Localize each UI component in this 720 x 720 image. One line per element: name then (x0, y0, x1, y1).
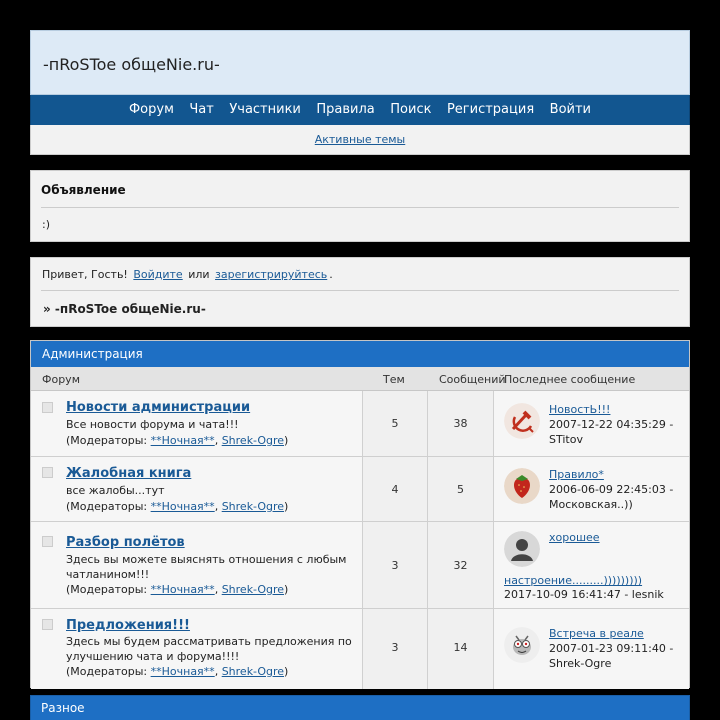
nav-chat[interactable]: Чат (189, 102, 214, 117)
breadcrumb: » -пRoSToe общеNie.ru- (43, 302, 206, 316)
topic-count: 3 (391, 641, 399, 654)
col-forum: Форум (42, 373, 80, 386)
forum-name-link[interactable]: Разбор полётов (66, 535, 185, 550)
topic-count: 3 (391, 559, 399, 572)
category-title[interactable]: Разное (41, 701, 85, 715)
forum-moderators: (Модераторы: **Ночная**, Shrek-Ogre) (66, 500, 289, 513)
moderator-link[interactable]: Shrek-Ogre (221, 665, 285, 678)
mods-label: (Модераторы: (66, 583, 148, 596)
sub-navbar (30, 125, 690, 155)
col-topics: Тем (383, 373, 405, 386)
forum-description: Все новости форума и чата!!! (66, 418, 239, 431)
last-post-link-cont[interactable]: настроение.........))))))))) (504, 574, 643, 587)
col-posts: Сообщений (439, 373, 506, 386)
forum-moderators: (Модераторы: **Ночная**, Shrek-Ogre) (66, 665, 289, 678)
post-count: 5 (457, 483, 464, 496)
divider (41, 290, 679, 291)
last-post-link[interactable]: Правило* (549, 468, 604, 481)
site-title[interactable]: -пRoSToe общеNie.ru- (43, 55, 220, 74)
topic-count: 4 (391, 483, 399, 496)
forum-status-icon (42, 619, 53, 630)
table-row (31, 522, 689, 609)
last-post-link[interactable]: НовостЬ!!! (549, 403, 611, 416)
moderator-link[interactable]: **Ночная** (150, 583, 215, 596)
forum-name-link[interactable]: Предложения!!! (66, 618, 190, 633)
announcement-body: :) (42, 218, 50, 231)
moderator-link[interactable]: **Ночная** (150, 500, 215, 513)
col-last-post: Последнее сообщение (504, 373, 636, 386)
forum-name-link[interactable]: Новости администрации (66, 400, 251, 415)
nav-members[interactable]: Участники (229, 102, 301, 117)
mods-close: ) (284, 665, 289, 678)
table-row (31, 457, 689, 522)
robot-bug-icon (504, 627, 540, 663)
mods-label: (Модераторы: (66, 665, 148, 678)
topic-count: 5 (391, 417, 399, 430)
mods-close: ) (284, 500, 289, 513)
forum-status-icon (42, 536, 53, 547)
register-link[interactable]: зарегистрируйтесь (215, 268, 328, 281)
greeting-text: Привет, Гость! (42, 268, 128, 281)
forum-description: Здесь вы можете выяснять отношения с любым чатланином!!! (66, 553, 347, 581)
last-post-meta: 2017-10-09 16:41:47 - lesnik (504, 588, 664, 601)
nav-rules[interactable]: Правила (316, 102, 375, 117)
or-text: или (188, 268, 210, 281)
post-count: 32 (453, 559, 468, 572)
forum-moderators: (Модераторы: **Ночная**, Shrek-Ogre) (66, 583, 289, 596)
greeting-line (42, 268, 333, 281)
last-post-meta: 2007-12-22 04:35:29 - STitov (549, 418, 674, 446)
mods-label: (Модераторы: (66, 500, 148, 513)
forum-category-administration (30, 340, 690, 688)
announcement-box (30, 170, 690, 242)
divider (41, 207, 679, 208)
login-link[interactable]: Войдите (133, 268, 183, 281)
last-post-link[interactable]: Встреча в реале (549, 627, 644, 640)
last-post-meta: 2006-06-09 22:45:03 - Московская..)) (549, 483, 674, 511)
moderator-link[interactable]: Shrek-Ogre (221, 583, 285, 596)
mods-close: ) (284, 583, 289, 596)
site-header (30, 30, 690, 95)
nav-login[interactable]: Войти (549, 102, 591, 117)
forum-name-link[interactable]: Жалобная книга (66, 466, 192, 481)
nav-register[interactable]: Регистрация (446, 102, 535, 117)
forum-status-icon (42, 402, 53, 413)
moderator-link[interactable]: **Ночная** (150, 665, 215, 678)
mods-close: ) (284, 434, 289, 447)
forum-moderators: (Модераторы: **Ночная**, Shrek-Ogre) (66, 434, 289, 447)
last-post-meta: 2007-01-23 09:11:40 - Shrek-Ogre (549, 642, 674, 670)
forum-description: все жалобы...тут (66, 484, 165, 497)
default-user-icon (504, 531, 540, 567)
active-topics-link[interactable]: Активные темы (314, 133, 406, 146)
moderator-link[interactable]: Shrek-Ogre (221, 500, 285, 513)
forum-description: Здесь мы будем рассматривать предложения по улучшению чата и форума!!!! (66, 635, 352, 663)
strawberry-icon (504, 468, 540, 504)
moderator-link[interactable]: **Ночная** (150, 434, 215, 447)
hammer-sickle-icon (504, 403, 540, 439)
last-post-link[interactable]: хорошее (549, 531, 600, 544)
forum-status-icon (42, 467, 53, 478)
nav-forum[interactable]: Форум (128, 102, 174, 117)
post-count: 38 (453, 417, 468, 430)
announcement-heading: Объявление (41, 183, 126, 197)
forum-category-misc (30, 695, 690, 720)
table-header (31, 367, 689, 391)
greeting-box (30, 257, 690, 327)
moderator-link[interactable]: Shrek-Ogre (221, 434, 285, 447)
main-navbar (30, 95, 690, 125)
nav-search[interactable]: Поиск (390, 102, 432, 117)
greeting-dot: . (329, 268, 333, 281)
category-title[interactable]: Администрация (31, 341, 689, 367)
post-count: 14 (453, 641, 468, 654)
table-row (31, 391, 689, 457)
table-row (31, 609, 689, 689)
mods-label: (Модераторы: (66, 434, 148, 447)
